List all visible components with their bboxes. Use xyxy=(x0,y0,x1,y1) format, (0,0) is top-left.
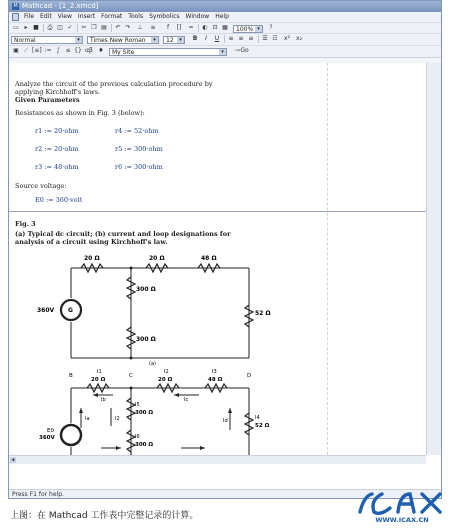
chevron-down-icon[interactable]: ▾ xyxy=(177,37,184,43)
rb-r4-label: 52 Ω xyxy=(255,423,270,429)
boolean-icon[interactable]: ≤ xyxy=(65,47,71,54)
chevron-down-icon[interactable]: ▾ xyxy=(75,37,82,43)
e0-label: E0 xyxy=(47,428,54,434)
ic-label: Ic xyxy=(184,397,189,403)
symbolic-icon[interactable]: ♦ xyxy=(98,47,104,54)
ia-label: Ia xyxy=(85,416,90,422)
chevron-down-icon[interactable]: ▾ xyxy=(151,37,158,43)
menu-file[interactable]: File xyxy=(24,13,35,20)
given-heading: Given Parameters xyxy=(15,96,80,104)
i2-label: I2 xyxy=(115,416,120,422)
i2-top-label: I2 xyxy=(164,369,169,375)
font-size-select[interactable]: 12 ▾ xyxy=(163,36,185,44)
rb-r2-label: 20 Ω xyxy=(158,377,173,383)
print-preview-icon[interactable]: ◫ xyxy=(57,24,63,31)
align-right-icon[interactable]: ≡ xyxy=(248,35,254,42)
menu-tools[interactable]: Tools xyxy=(128,13,144,20)
units-select[interactable]: My Site ▾ xyxy=(109,48,227,56)
style-select[interactable]: Normal ▾ xyxy=(11,36,83,44)
node-d-label: D xyxy=(247,373,252,379)
undo-icon[interactable]: ↶ xyxy=(115,24,121,31)
intro-line-1: Analyze the circuit of the previous calculation procedure by xyxy=(15,80,213,88)
align-center-icon[interactable]: ≡ xyxy=(238,35,244,42)
menu-view[interactable]: View xyxy=(57,13,72,20)
rb-r5-label: 300 Ω xyxy=(135,410,154,416)
matrix-icon[interactable]: [≡] xyxy=(32,47,42,54)
ra-r3-label: 48 Ω xyxy=(201,255,217,262)
r5-definition[interactable]: r5 := 300·ohm xyxy=(115,145,163,153)
bullets-icon[interactable]: ☰ xyxy=(262,35,268,42)
page-break xyxy=(9,211,426,212)
i6-label: I6 xyxy=(135,434,140,440)
ra-r1-label: 20 Ω xyxy=(84,255,100,262)
horizontal-scrollbar[interactable] xyxy=(9,455,426,464)
redo-icon[interactable]: ↷ xyxy=(125,24,131,31)
new-icon[interactable]: ▭ xyxy=(13,24,19,31)
i5-label: I5 xyxy=(135,402,140,408)
status-bar: Press F1 for help. xyxy=(9,489,441,498)
underline-button[interactable]: U xyxy=(214,35,220,42)
menu-insert[interactable]: Insert xyxy=(77,13,96,20)
help-icon[interactable]: ? xyxy=(269,24,273,31)
circuit-diagram-b xyxy=(9,368,309,455)
r4-definition[interactable]: r4 := 52·ohm xyxy=(115,127,159,135)
r2-definition[interactable]: r2 := 20·ohm xyxy=(35,145,79,153)
chevron-down-icon[interactable]: ▾ xyxy=(255,26,262,32)
bold-button[interactable]: B xyxy=(192,35,198,42)
menu-bar xyxy=(9,12,441,22)
vertical-scrollbar[interactable] xyxy=(426,63,441,455)
spellcheck-icon[interactable]: ✓ xyxy=(67,24,73,31)
image-caption: 上图：在 Mathcad 工作表中完整记录的计算。 xyxy=(10,511,199,521)
r6-definition[interactable]: r6 := 300·ohm xyxy=(115,163,163,171)
evaluation-icon[interactable]: := xyxy=(44,47,52,54)
calculate-icon[interactable]: ≡ xyxy=(150,24,156,31)
fig-title: Fig. 3 xyxy=(15,220,36,228)
page-margin-line xyxy=(327,63,328,455)
menu-help[interactable]: Help xyxy=(215,13,229,20)
numbering-icon[interactable]: ☷ xyxy=(272,35,278,42)
equals-icon[interactable]: = xyxy=(188,24,194,31)
component-icon[interactable]: ⊡ xyxy=(212,24,218,31)
insert-function-icon[interactable]: f xyxy=(166,24,170,31)
calculus-icon[interactable]: ∫ xyxy=(56,47,60,54)
menu-edit[interactable]: Edit xyxy=(40,13,52,20)
document-icon[interactable] xyxy=(12,13,19,21)
print-icon[interactable]: ⎙ xyxy=(47,24,53,31)
cut-icon[interactable]: ✂ xyxy=(81,24,87,31)
mathcad-window xyxy=(8,0,442,499)
intro-line-2: applying Kirchhoff's laws. xyxy=(15,88,101,96)
ra-source-label: 360V xyxy=(37,307,55,314)
fig-caption-line-2: analysis of a circuit using Kirchhoff's law. xyxy=(15,238,168,246)
table-icon[interactable]: ▦ xyxy=(222,24,228,31)
node-c-label: C xyxy=(129,373,133,379)
font-select[interactable]: Times New Roman ▾ xyxy=(87,36,159,44)
logo-url: WWW.ICAX.CN xyxy=(375,516,429,524)
copy-icon[interactable]: ❐ xyxy=(91,24,97,31)
circuit-diagram-a xyxy=(9,248,309,368)
italic-button[interactable]: I xyxy=(205,35,207,42)
title-bar xyxy=(9,1,441,12)
mathcad-app-icon: M xyxy=(13,3,18,9)
rb-source-label: 360V xyxy=(39,435,55,441)
subscript-icon[interactable]: x₂ xyxy=(296,35,302,42)
zoom-select[interactable]: 100% ▾ xyxy=(233,25,263,33)
math-toolbar xyxy=(9,45,441,57)
r1-definition[interactable]: r1 := 20·ohm xyxy=(35,127,79,135)
generator-icon: G xyxy=(68,307,73,314)
menu-symbolics[interactable]: Symbolics xyxy=(149,13,180,20)
fig-caption-line-1: (a) Typical dc circuit; (b) current and loop designations for xyxy=(15,230,231,238)
calculator-icon[interactable]: ▣ xyxy=(13,47,19,54)
e0-definition[interactable]: E0 := 360·volt xyxy=(35,196,83,204)
ra-r4-label: 52 Ω xyxy=(255,310,271,317)
rb-r1-label: 20 Ω xyxy=(91,377,106,383)
save-icon[interactable]: ■ xyxy=(33,24,39,31)
source-text: Source voltage: xyxy=(15,182,67,190)
greek-icon[interactable]: αβ xyxy=(85,47,93,54)
open-icon[interactable]: ▸ xyxy=(24,24,28,31)
go-button[interactable]: ⇨Go xyxy=(235,47,249,54)
chevron-down-icon[interactable]: ▾ xyxy=(219,49,226,55)
graph-icon[interactable]: ⟋ xyxy=(23,47,29,54)
menu-window[interactable]: Window xyxy=(185,13,210,20)
i4-label: I4 xyxy=(255,415,260,421)
resist-text: Resistances as shown in Fig. 3 (below): xyxy=(15,109,145,117)
r3-definition[interactable]: r3 := 48·ohm xyxy=(35,163,79,171)
ra-label: (a) xyxy=(149,361,156,367)
worksheet[interactable] xyxy=(9,63,426,455)
i3-label: I3 xyxy=(212,369,217,375)
rb-r3-label: 48 Ω xyxy=(208,377,223,383)
icax-logo xyxy=(352,486,448,526)
window-title: Mathcad - [1_2.xmcd] xyxy=(22,2,99,10)
id-label: Id xyxy=(223,418,228,424)
align-icon[interactable]: ⊥ xyxy=(137,24,143,31)
superscript-icon[interactable]: x² xyxy=(284,35,290,42)
programming-icon[interactable]: {} xyxy=(74,47,82,54)
resource-icon[interactable]: ◐ xyxy=(202,24,208,31)
node-b-label: B xyxy=(69,373,73,379)
align-left-icon[interactable]: ≡ xyxy=(228,35,234,42)
ra-r6-label: 300 Ω xyxy=(136,336,156,343)
ib-label: Ib xyxy=(101,397,106,403)
rb-r6-label: 300 Ω xyxy=(135,442,154,448)
insert-unit-icon[interactable]: [] xyxy=(176,24,182,31)
paste-icon[interactable]: ▤ xyxy=(101,24,107,31)
ra-r5-label: 300 Ω xyxy=(136,286,156,293)
ra-r2-label: 20 Ω xyxy=(149,255,165,262)
i1-label: I1 xyxy=(97,369,102,375)
menu-format[interactable]: Format xyxy=(101,13,123,20)
scroll-left-icon[interactable]: ◂ xyxy=(11,457,15,463)
